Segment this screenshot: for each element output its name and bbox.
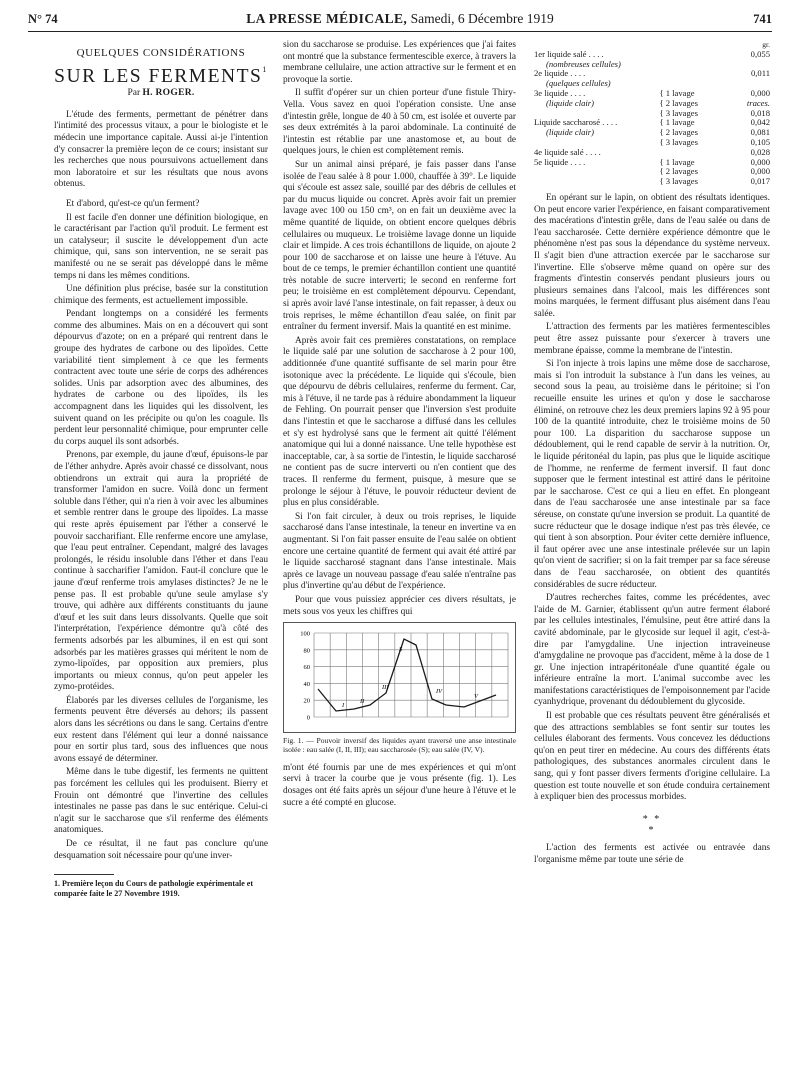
curve-label: V — [474, 693, 478, 701]
row-value: 0,105 — [750, 136, 770, 147]
paragraph: L'étude des ferments, permettant de pénétrer dans l'intimité des processus vitaux, a pour le biologiste et le médecin une importance capitale. Aussi ai-je l'intention d'y consacrer la première leçon de ce cours; insistant sur les recherches que nous poursuivons actuellement dans mon laboratoire et sur les résultats que nous avons obtenus. — [54, 109, 268, 190]
row-lavage: { 2 lavages — [659, 127, 698, 138]
issue-date: Samedi, 6 Décembre 1919 — [410, 11, 554, 26]
table-label-cell — [534, 50, 659, 70]
paragraph: Prenons, par exemple, du jaune d'œuf, épuisons-le par de l'éther anhydre. Après avoir chassé ce dissolvant, nous obtiendrons un extrait qui aura la propriété de transformer l'amidon en sucre. Voilà donc un ferment soluble dans l'éther, qui n'a rien à voir avec les albumines et semble rentrer dans le groupe des lipoïdes. La masse qui reste après épuisement par l'éther a conservé le pouvoir saccharifiant. Elle renferme encore une amylase, que l'eau peut entraîner. Cependant, malgré des lavages prolongés, le résidu insoluble dans l'éther et dans l'eau continue à saccharifier l'amidon. Faut-il conclure que le jaune d'œuf renferme trois amylases distinctes? Je ne le pense pas. Il est probable qu'une seule amylase s'y trouve, qui adhère aux différents constituants du jaune d'œuf et les suit dans leurs dissolvants. Quelle que soit l'interprétation, l'expérience démontre qu'à côté des ferments adsorbés par les albumines, il en est qui sont adsorbés par les matières grasses qui méritent le nom de zymo-lipoïdes, par opposition aux premiers, plus importants ou mieux connus, qu'on peut appeler les zymo-protéides. — [54, 450, 268, 693]
y-tick-label: 60 — [303, 664, 310, 672]
author-name: H. ROGER. — [142, 88, 195, 99]
column-3 — [534, 40, 770, 868]
figure-caption: Fig. 1. — Pouvoir inversif des liquides ayant traversé une anse intestinale isolée : eau salée (I, II, III); eau saccharosée (S); eau salée (IV, V). — [283, 735, 516, 755]
paragraph: Pendant longtemps on a considéré les ferments comme des albumines. Mais on en a découvert qui sont dépourvus d'azote; on en a préparé qui rentrent dans le groupe des hydrates de carbone ou des lipoïdes. Cette variabilité tient simplement à ce que les ferments contractent avec toute une série de corps des adhérences solides. Unis par adsorption avec des albumines, des hydrates de carbone ou des lipoïdes, ils les accompagnent dans les liquides qui les dissolvent, les suivent quand on les précipite ou qu'on les coagule. Ils perdent leur personnalité chimique, pour emprunter celle du corps auquel ils sont adsorbés. — [54, 309, 268, 447]
row-lavage: { 1 lavage — [659, 156, 695, 167]
paragraph: En opérant sur le lapin, on obtient des résultats identiques. On peut encore varier l'expérience, en faisant comparativement des macérations d'intestin grêle, dans de l'eau salée ou dans de l'eau saccharosée. Cette dernière expérience démontre que le phénomène n'est pas sous la dépendance du système nerveux. Il s'agit bien d'une attraction exercée par le saccharose sur l'invertine. Elle s'observe même quand on opère sur des fragments d'intestin conservés pendant plusieurs jours ou plusieurs semaines dans l'alcool, mais les différences sont moins marquées, le ferment diffusant plus aisément dans l'eau salée. — [534, 192, 770, 319]
row-label: 5e liquide . . . . — [534, 156, 586, 167]
curve-label: II — [360, 698, 365, 706]
paragraph: D'autres recherches faites, comme les précédentes, avec l'aide de M. Garnier, établissent qu'un autre ferment élaboré par les cellules intestinales, l'émulsine, peut être attiré dans la cavité abdominale, par le glycoside sur lequel il agit, c'est-à-dire par l'amygdaline. Une injection intraveineuse d'amygdaline ne provoque pas d'accident, même à la dose de 1 gr. Une injection intrapéritonéale d'une quantité égale ou inférieure entraîne la mort. L'animal succombe avec les manifestations caractéristiques de l'empoisonnement par l'acide cyanhydrique, provenant du dédoublement du glycoside. — [534, 593, 770, 708]
row-lavage: { 2 lavages — [659, 97, 698, 108]
y-tick-label: 40 — [303, 680, 310, 688]
table-label-cell — [534, 99, 659, 109]
paragraph: Après avoir fait ces premières constatations, on remplace le liquide salé par une solution de saccharose à 2 pour 100, additionnée d'une quantité suffisante de sel marin pour être isotonique avec la précédente. Le liquide qui s'écoule, bien que dépourvu de débris cellulaires, renferme du ferment. Car, mis à l'étuve, il ne tarde pas à réduire abondamment la liqueur de Fehling. On pourrait penser que l'inversion s'est produite dans l'intestin et que le saccharose a diffusé dans les cellules et s'y est hydrolysé sans que le ferment ait quitté l'élément anatomique qui lui a donné naissance. Une telle hypothèse est inacceptable, car, à sa sortie de l'intestin, le liquide saccharosé ne contient pas de sucre interverti ou n'en contient que des traces. Il renferme du ferment, puisque, à mesure que se prolonge le séjour à l'étuve, le pouvoir réducteur devient de plus en plus considérable. — [283, 335, 516, 509]
paragraph: L'action des ferments est activée ou entravée dans l'organisme même par toute une série de — [534, 843, 770, 865]
table-row — [534, 128, 770, 138]
inversion-curve-chart — [284, 623, 515, 727]
curve-label: S — [399, 646, 403, 654]
paragraph: Sur un animal ainsi préparé, je fais passer dans l'anse isolée de l'eau salée à 8 pour 1.000, chauffée à 39°. Le liquide qui s'écoule est assez sale, souillé par des débris de cellules et par du mucus liquide ou concret. Après avoir fait un premier lavage avec 100 ou 150 cm³, on en fait un deuxième avec la même quantité de liquide, on obtient encore quelques débris cellulaires ou muqueux. Le troisième lavage donne un liquide clair et limpide. A ces trois échantillons de liquide, on ajoute 2 pour 100 de saccharose et on laisse une heure à l'étuve. Au bout de ce temps, le premier échantillon contient une quantité très notable de sucre interverti; le second en renferme fort peu; le troisième en est complètement dépourvu. Cependant, si après avoir lavé l'anse intestinale, on fait repasser, à deux ou trois reprises, le même échantillon d'eau salée, on finit par entraîner du ferment inversif. Mais la quantité en est minime. — [283, 159, 516, 333]
curve-labels — [341, 646, 479, 709]
row-value: traces. — [746, 97, 770, 108]
author-prefix: Par — [127, 88, 143, 99]
row-sublabel: (nombreuses cellules) — [546, 58, 621, 69]
row-label: 1er liquide salé . . . . — [534, 48, 604, 59]
paragraph: Pour que vous puissiez apprécier ces divers résultats, je mets sous vos yeux les chiffres qui — [283, 594, 516, 617]
paragraph: Il est probable que ces résultats peuvent être généralisés et que des attractions semblables se font sentir sur toutes les cellules élaborant des ferments. Vous concevez les déductions qu'on en peut tirer en médecine. Au cours des différents états pathologiques, des substances anormales circulent dans le sang, qui y font passer divers ferments d'origine cellulaire. La question est toute nouvelle et son étude conduira certainement à expliquer bien des processus morbides. — [534, 711, 770, 803]
paragraph: Il suffit d'opérer sur un chien porteur d'une fistule Thiry-Vella. Vous savez en quoi l'opération consiste. Une anse d'intestin grêle, longue de 40 à 50 cm, est isolée et ouverte par ses deux extrémités à la paroi abdominale. La continuité de l'intestin est rétablie par une anastomose et, au bout de quelques jours, le chien est complètement remis. — [283, 88, 516, 157]
table-label-cell — [534, 69, 659, 89]
article-kicker: QUELQUES CONSIDÉRATIONS — [76, 47, 246, 59]
row-lavage: { 1 lavage — [659, 117, 695, 128]
paragraph: De ce résultat, il ne faut pas conclure qu'une desquamation soit nécessaire pour qu'une inver- — [54, 839, 268, 861]
table-label-cell — [534, 177, 659, 187]
table-label-cell — [534, 158, 659, 168]
row-label: 2e liquide . . . . — [534, 68, 586, 79]
row-value: 0,000 — [750, 87, 770, 98]
y-tick-labels — [300, 631, 310, 722]
row-value: 0,081 — [750, 127, 770, 138]
paragraph: Si l'on injecte à trois lapins une même dose de saccharose, mais si l'on introduit la substance à l'un dans les veines, au second sous la peau, au troisième dans le péritoine; si l'on recueille ensuite les urines et qu'on y dose le saccharose éliminé, on retrouve chez les deux premiers lapins 92 à 95 pour 100 de la quantité introduite, chez le troisième moins de 50 pour 100. La disparition du saccharose suppose un dédoublement, qui le rend capable de servir à la nutrition. Or, le liquide péritonéal du lapin, pas plus que le liquide ascitique de l'homme, ne renferme de ferment inversif. Il faut donc supposer que le ferment intestinal est attiré dans le péritoine par le saccharose. C'est ce qui a lieu en effet. En plongeant dans de l'eau saccharosée une anse intestinale par sa face séreuse, on constate qu'une inversion se produit. La quantité de sucre réducteur que le dosage indique n'est pas très élevée, ce qui tient à son absorption. Pour éviter cette dernière influence, il faut opérer avec une anse intestinale prélevée sur un lapin qu'on vient de sacrifier; si on la fait tremper par sa face séreuse dans de l'eau saccharosée, on obtient des quantités considérables de sucre réducteur. — [534, 359, 770, 590]
y-tick-label: 100 — [300, 630, 310, 638]
table-label-cell — [534, 167, 659, 177]
row-value: 0,011 — [750, 68, 770, 79]
title-footnote-mark: 1 — [262, 64, 268, 74]
row-value: 0,042 — [750, 117, 770, 128]
table-label-cell — [534, 128, 659, 138]
table-row — [534, 158, 770, 168]
section-asterism: * * * — [642, 813, 662, 837]
paragraph: sion du saccharose se produise. Les expériences que j'ai faites ont montré que la substance fermentescible exerce, à travers la membrane cellulaire, une action attractive sur le ferment et en provoque la sortie. — [283, 40, 516, 85]
column-2 — [283, 40, 516, 811]
article-author — [54, 88, 268, 100]
row-value: 0,000 — [750, 166, 770, 177]
paragraph: m'ont été fournis par une de mes expériences et qui m'ont servi à tracer la courbe que je vous présente (fig. 1). Les dosages ont été faits après un séjour d'une heure à l'étuve et le sucre a été compté en glucose. — [283, 762, 516, 808]
row-lavage — [659, 50, 727, 70]
row-label: 3e liquide . . . . — [534, 87, 586, 98]
paragraph: Élaborés par les diverses cellules de l'organisme, les ferments peuvent être déversés au dehors; ils passent alors dans les sécrétions ou dans le sang. Certains d'entre eux restent dans l'élément qui leur a donné naissance pour en sortir plus tard, sous des influences que nous avons essayé de déterminer. — [54, 695, 268, 764]
issue-number: N° 74 — [28, 12, 58, 26]
table-row — [534, 177, 770, 187]
row-lavage: { 2 lavages — [659, 166, 698, 177]
row-value: 0,000 — [750, 156, 770, 167]
row-value: 0,018 — [750, 107, 770, 118]
curve-label: I — [342, 702, 345, 710]
row-value: 0,017 — [750, 176, 770, 187]
results-table — [534, 40, 770, 187]
paragraph: L'attraction des ferments par les matières fermentescibles peut être assez puissante pour s'exercer à travers une membrane épaisse, comme la membrane de l'intestin. — [534, 322, 770, 356]
table-row — [534, 50, 770, 70]
row-lavage: { 1 lavage — [659, 87, 695, 98]
paragraph: Il est facile d'en donner une définition biologique, en le caractérisant par l'action qu'il produit. Le ferment est un catalyseur; il suscite le développement d'un acte chimique, qui, sans son intervention, ne se serait pas manifesté ou ne se serait pas développé dans le même temps ni dans les mêmes conditions. — [54, 212, 268, 281]
row-sublabel: (liquide clair) — [546, 127, 594, 138]
footnote: 1. Première leçon du Cours de pathologie expérimentale et comparée faite le 27 Novembre 1919. — [54, 879, 253, 899]
y-tick-label: 20 — [303, 697, 310, 705]
row-value: 0,055 — [750, 48, 770, 59]
table-cell — [659, 40, 727, 50]
page-number: 741 — [753, 12, 772, 26]
row-sublabel: (quelques cellules) — [546, 78, 611, 89]
column-1 — [54, 40, 268, 899]
paragraph: Et d'abord, qu'est-ce qu'un ferment? — [66, 198, 200, 209]
table-unit: gr. — [762, 40, 770, 49]
curve-label: III — [382, 684, 389, 692]
row-lavage: { 3 lavages — [659, 107, 698, 118]
y-tick-label: 80 — [303, 647, 310, 655]
paragraph: Même dans le tube digestif, les ferments ne quittent pas forcément les cellules qui les produisent. Bierry et Frouin ont démontré que l'invertine des cellules intestinales ne passe pas dans le suc entérique. Celui-ci n'agit sur le saccharose que s'il renferme des éléments anatomiques. — [54, 767, 268, 836]
row-sublabel: (liquide clair) — [546, 97, 594, 108]
figure-1 — [283, 622, 516, 733]
journal-line — [28, 11, 772, 27]
row-lavage: { 3 lavages — [659, 136, 698, 147]
paragraph: Si l'on fait circuler, à deux ou trois reprises, le liquide saccharosé dans l'anse intestinale, la teneur en invertine va en augmentant. Si l'on fait passer ensuite de l'eau salée on obtient encore une certaine quantité de ferment qui avait été attiré par le liquide saccharosé stagnant dans l'anse intestinale. Mais après ce lavage un nouveau passage d'eau salée n'entraîne pas plus d'invertine qu'au début de l'expérience. — [283, 511, 516, 592]
row-value: 0,028 — [750, 146, 770, 157]
y-tick-label: 0 — [306, 714, 310, 722]
curve-label: IV — [436, 688, 443, 696]
row-label: 4e liquide salé . . . . — [534, 146, 601, 157]
header-rule — [28, 31, 772, 32]
table-row — [534, 167, 770, 177]
article-title — [54, 64, 268, 87]
article-title-text: SUR LES FERMENTS — [54, 65, 263, 87]
footnote-rule — [54, 874, 114, 875]
paragraph: Une définition plus précise, basée sur la constitution chimique des ferments, est actuellement impossible. — [54, 284, 268, 306]
row-lavage: { 3 lavages — [659, 176, 698, 187]
row-lavage — [659, 69, 727, 89]
table-row — [534, 99, 770, 109]
row-label: Liquide saccharosé . . . . — [534, 117, 618, 128]
table-row — [534, 69, 770, 89]
journal-title: LA PRESSE MÉDICALE, — [246, 11, 408, 26]
